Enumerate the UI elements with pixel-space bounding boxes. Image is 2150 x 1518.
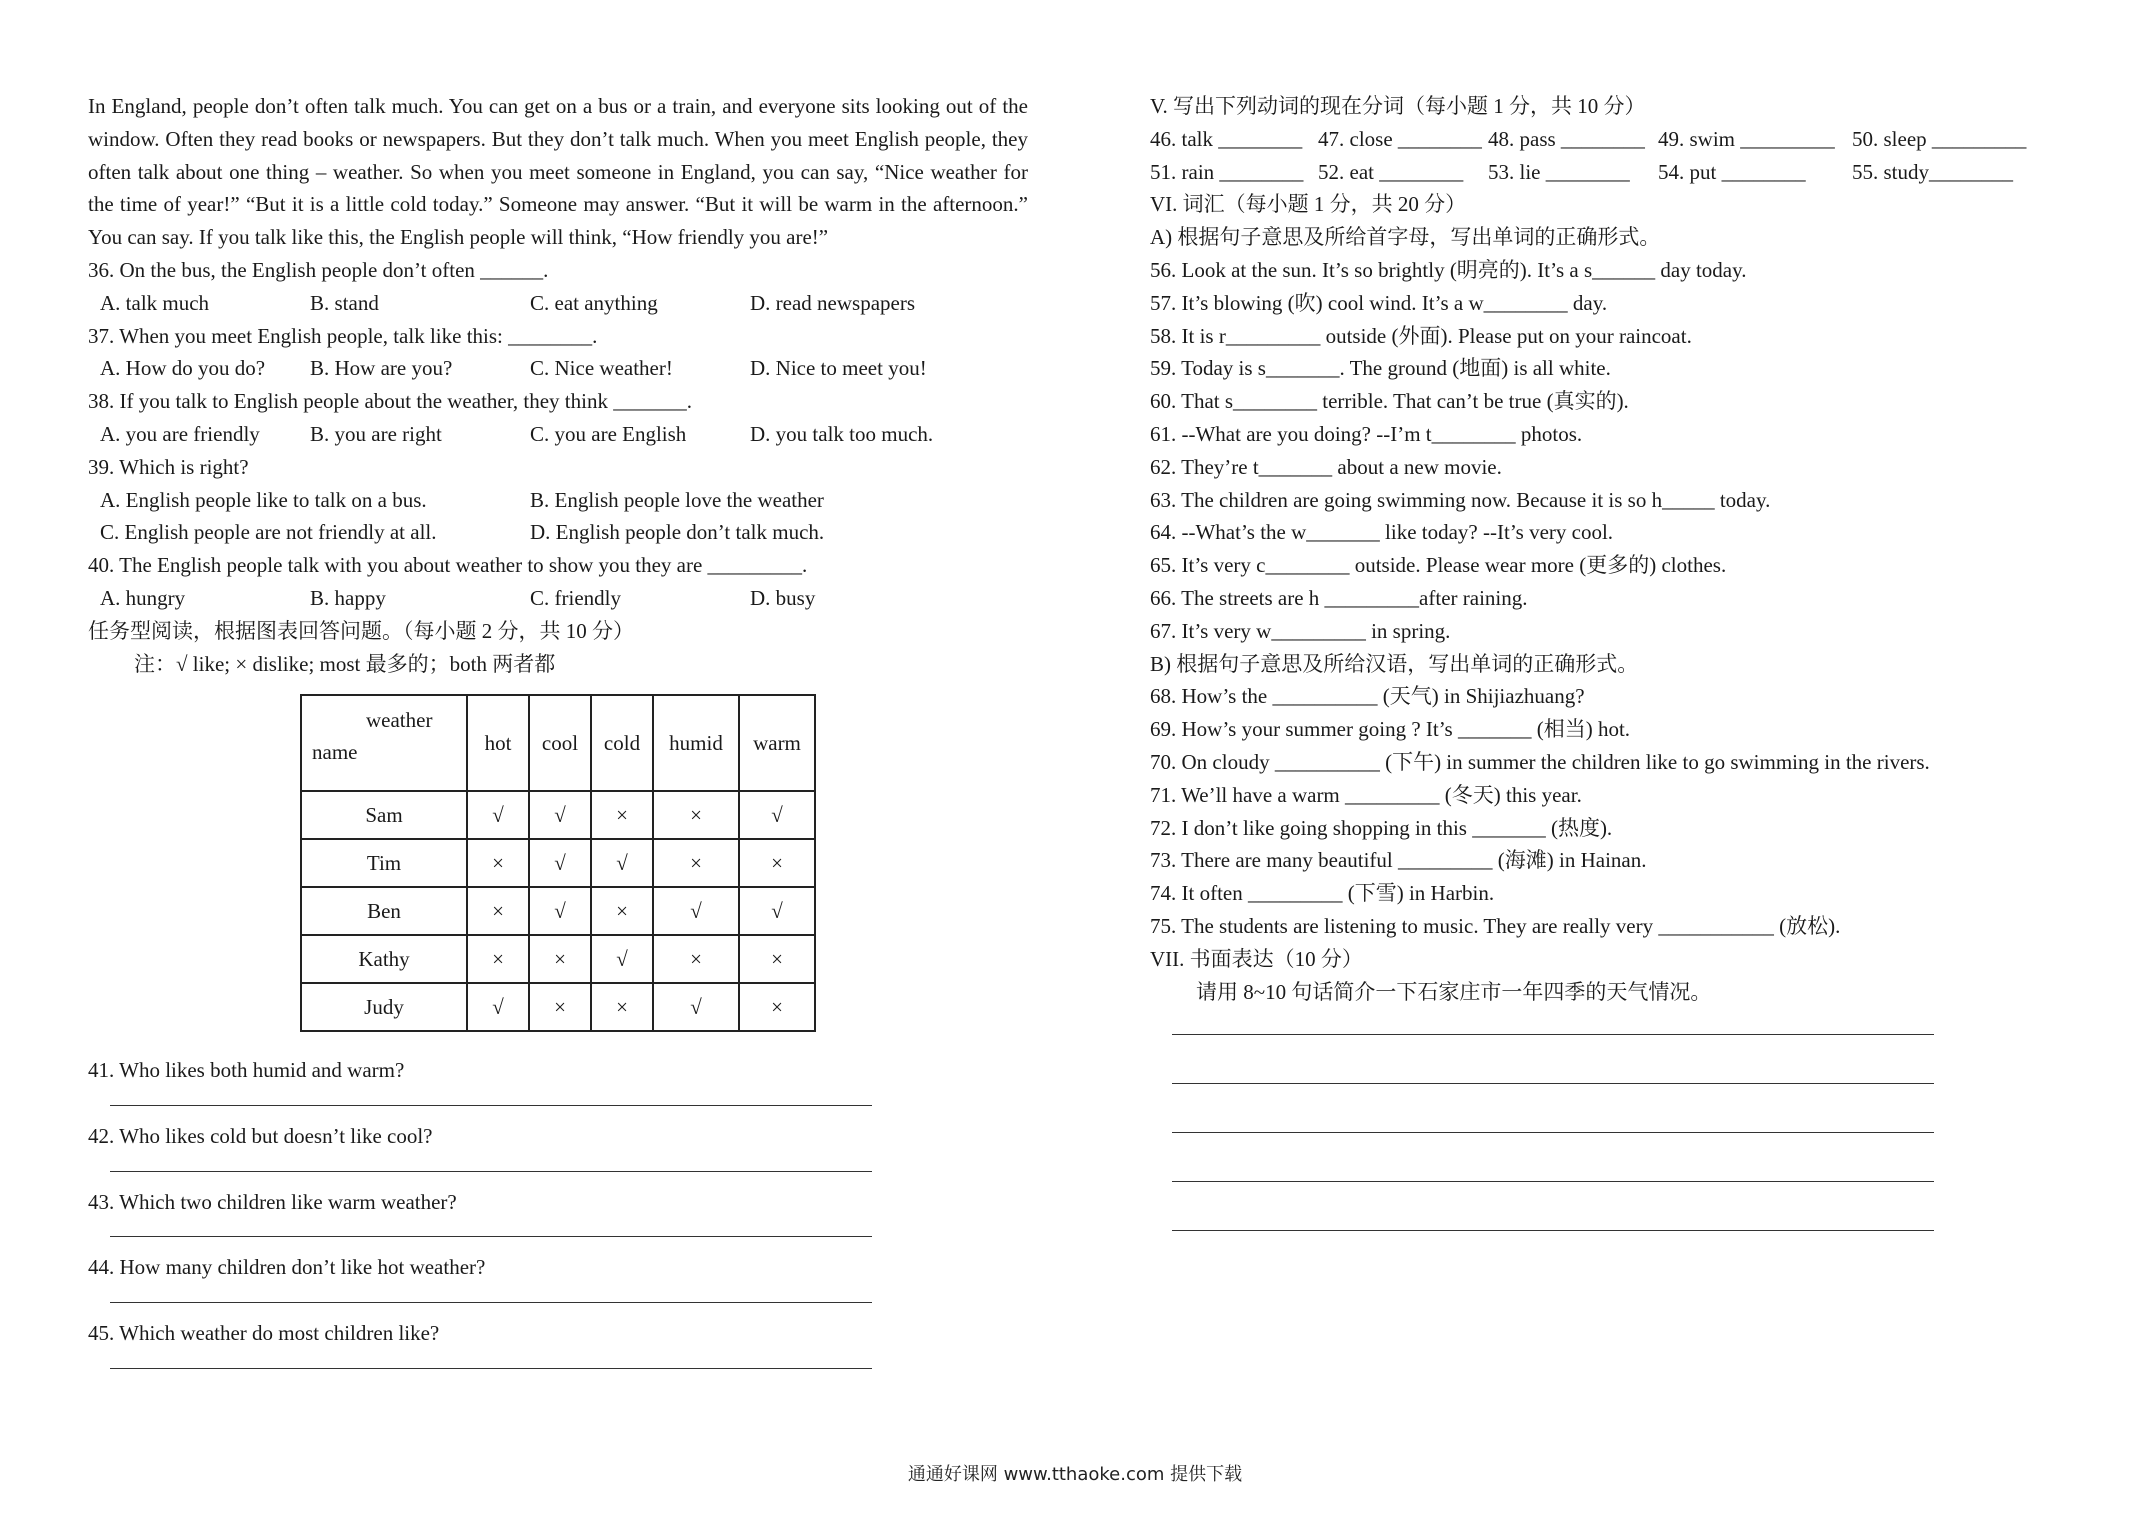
question-37-options — [88, 352, 1028, 385]
section-5-title: V. 写出下列动词的现在分词（每小题 1 分，共 10 分） — [1150, 94, 1646, 118]
option: C. English people are not friendly at all. — [100, 520, 437, 545]
corner-name-label: name — [312, 740, 358, 765]
writing-line[interactable] — [1172, 1083, 1934, 1084]
question-61: 61. --What are you doing? --I’m t________ photos. — [1150, 421, 1583, 446]
left-column — [88, 90, 1028, 1382]
column-header: warm — [739, 695, 815, 791]
question-37: 37. When you meet English people, talk like this: ________. — [88, 323, 598, 348]
option: A. How do you do? — [100, 356, 266, 381]
answer-line[interactable] — [110, 1368, 872, 1369]
writing-line[interactable] — [1172, 1230, 1934, 1231]
writing-prompt: 请用 8~10 句话简介一下石家庄市一年四季的天气情况。 — [1196, 979, 1712, 1004]
section-6-title: VI. 词汇（每小题 1 分，共 20 分） — [1150, 192, 1467, 217]
verb-item: 52. eat ________ — [1318, 159, 1464, 184]
column-header: cold — [591, 695, 653, 791]
option: B. you are right — [310, 421, 442, 446]
question-39-options — [88, 484, 1028, 550]
table-cell: √ — [739, 887, 815, 935]
table-cell: √ — [653, 983, 739, 1031]
verb-item: 55. study________ — [1852, 159, 2014, 184]
table-row — [301, 935, 815, 983]
table-cell: × — [653, 839, 739, 887]
question-60: 60. That s________ terrible. That can’t be true (真实的). — [1150, 389, 1629, 414]
table-cell: √ — [591, 839, 653, 887]
question-36: 36. On the bus, the English people don’t often ______. — [88, 257, 549, 282]
table-row — [301, 791, 815, 839]
question-40-options — [88, 582, 1028, 615]
option: D. read newspapers — [750, 290, 916, 315]
question-text: 43. Which two children like warm weather? — [88, 1189, 457, 1214]
writing-area[interactable] — [1150, 1034, 2070, 1231]
answer-line[interactable] — [110, 1236, 872, 1237]
table-cell: × — [467, 887, 529, 935]
question-57: 57. It’s blowing (吹) cool wind. It’s a w________ day. — [1150, 290, 1608, 315]
table-cell: × — [591, 887, 653, 935]
verb-item: 51. rain ________ — [1150, 159, 1304, 184]
question-56: 56. Look at the sun. It’s so brightly (明亮的). It’s a s______ day today. — [1150, 257, 1747, 282]
right-column — [1150, 90, 2070, 1231]
task-reading-title: 任务型阅读，根据图表回答问题。（每小题 2 分，共 10 分） — [88, 618, 634, 643]
question-65: 65. It’s very c________ outside. Please wear more (更多的) clothes. — [1150, 553, 1727, 578]
table-cell: √ — [653, 887, 739, 935]
reading-passage: In England, people don’t often talk much. You can get on a bus or a train, and everyone sits looking out of the window. Often they read books or newspapers. But they don’t talk much. When you meet English people, they often talk about one thing – weather. So when you meet someone in England, you can say, “Nice weather for the time of year!” “But it is a little cold today.” Someone may answer. “But it will be warm in the afternoon.” You can say. If you talk like this, the English people will think, “How friendly you are!” — [88, 94, 1028, 250]
option: B. happy — [310, 585, 386, 610]
row-name: Tim — [301, 839, 467, 887]
table-row — [301, 887, 815, 935]
question-62: 62. They’re t_______ about a new movie. — [1150, 454, 1502, 479]
section-6a-instructions: A) 根据句子意思及所给首字母，写出单词的正确形式。 — [1150, 225, 1661, 250]
option: A. talk much — [100, 290, 210, 315]
answer-line[interactable] — [110, 1105, 872, 1106]
table-cell: √ — [467, 791, 529, 839]
table-row — [301, 839, 815, 887]
option: C. Nice weather! — [530, 356, 673, 381]
option: B. How are you? — [310, 356, 453, 381]
question-75: 75. The students are listening to music. They are really very ___________ (放松). — [1150, 913, 1841, 938]
table-cell: √ — [529, 839, 591, 887]
section-6b-instructions: B) 根据句子意思及所给汉语，写出单词的正确形式。 — [1150, 651, 1639, 676]
table-cell: × — [739, 983, 815, 1031]
question-59: 59. Today is s_______. The ground (地面) is all white. — [1150, 356, 1611, 381]
option: C. friendly — [530, 585, 621, 610]
table-cell: × — [591, 791, 653, 839]
question-70: 70. On cloudy __________ (下午) in summer the children like to go swimming in the rivers. — [1150, 749, 1930, 774]
row-name: Sam — [301, 791, 467, 839]
table-cell: × — [467, 839, 529, 887]
verb-item: 49. swim _________ — [1658, 126, 1835, 151]
question-42 — [88, 1120, 1028, 1186]
table-cell: × — [739, 839, 815, 887]
row-name: Ben — [301, 887, 467, 935]
table-cell: √ — [529, 791, 591, 839]
table-header-row — [301, 695, 815, 791]
option: C. you are English — [530, 421, 687, 446]
question-40: 40. The English people talk with you about weather to show you they are _________. — [88, 553, 808, 578]
writing-line[interactable] — [1172, 1132, 1934, 1133]
task-reading-note: 注：√ like; × dislike; most 最多的；both 两者都 — [134, 651, 556, 676]
question-63: 63. The children are going swimming now. Because it is so h_____ today. — [1150, 487, 1771, 512]
option: B. English people love the weather — [530, 487, 824, 512]
short-answer-questions — [88, 1054, 1028, 1382]
question-74: 74. It often _________ (下雪) in Harbin. — [1150, 881, 1495, 906]
column-header: hot — [467, 695, 529, 791]
question-69: 69. How’s your summer going ? It’s _______ (相当) hot. — [1150, 717, 1631, 742]
column-header: humid — [653, 695, 739, 791]
table-cell: × — [653, 935, 739, 983]
verb-item: 50. sleep _________ — [1852, 126, 2027, 151]
verb-item: 53. lie ________ — [1488, 159, 1630, 184]
column-header: cool — [529, 695, 591, 791]
option: A. hungry — [100, 585, 186, 610]
table-cell: × — [529, 983, 591, 1031]
table-cell: √ — [529, 887, 591, 935]
verb-item: 48. pass ________ — [1488, 126, 1645, 151]
question-text: 42. Who likes cold but doesn’t like cool? — [88, 1123, 433, 1148]
option: D. English people don’t talk much. — [530, 520, 825, 545]
question-72: 72. I don’t like going shopping in this _______ (热度). — [1150, 815, 1613, 840]
page-footer: 通通好课网 www.tthaoke.com 提供下载 — [907, 1464, 1243, 1485]
writing-line[interactable] — [1172, 1034, 1934, 1035]
table-cell: × — [529, 935, 591, 983]
table-row — [301, 983, 815, 1031]
question-45 — [88, 1317, 1028, 1383]
row-name: Judy — [301, 983, 467, 1031]
table-cell: × — [591, 983, 653, 1031]
table-corner-cell — [301, 695, 467, 791]
option: D. you talk too much. — [750, 421, 934, 446]
question-38-options — [88, 418, 1028, 451]
question-64: 64. --What’s the w_______ like today? --It’s very cool. — [1150, 520, 1614, 545]
table-cell: √ — [467, 983, 529, 1031]
row-name: Kathy — [301, 935, 467, 983]
section-5-row-1 — [1150, 123, 2070, 156]
question-41 — [88, 1054, 1028, 1120]
weather-preference-table — [300, 694, 816, 1032]
question-58: 58. It is r_________ outside (外面). Please put on your raincoat. — [1150, 323, 1692, 348]
section-7-title: VII. 书面表达（10 分） — [1150, 946, 1363, 971]
question-text: 45. Which weather do most children like? — [88, 1320, 440, 1345]
question-36-options — [88, 287, 1028, 320]
question-39: 39. Which is right? — [88, 454, 249, 479]
writing-line[interactable] — [1172, 1181, 1934, 1182]
question-73: 73. There are many beautiful _________ (海滩) in Hainan. — [1150, 848, 1647, 873]
question-text: 41. Who likes both humid and warm? — [88, 1058, 405, 1083]
option: A. English people like to talk on a bus. — [100, 487, 427, 512]
question-67: 67. It’s very w_________ in spring. — [1150, 618, 1451, 643]
verb-item: 47. close ________ — [1318, 126, 1482, 151]
answer-line[interactable] — [110, 1302, 872, 1303]
question-44 — [88, 1251, 1028, 1317]
option: D. Nice to meet you! — [750, 356, 927, 381]
table-cell: √ — [591, 935, 653, 983]
question-text: 44. How many children don’t like hot weather? — [88, 1255, 486, 1280]
question-38: 38. If you talk to English people about the weather, they think _______. — [88, 389, 692, 414]
question-68: 68. How’s the __________ (天气) in Shijiazhuang? — [1150, 684, 1585, 709]
option: A. you are friendly — [100, 421, 260, 446]
verb-item: 46. talk ________ — [1150, 126, 1303, 151]
table-cell: √ — [739, 791, 815, 839]
verb-item: 54. put ________ — [1658, 159, 1806, 184]
question-43 — [88, 1186, 1028, 1252]
table-cell: × — [653, 791, 739, 839]
option: C. eat anything — [530, 290, 658, 315]
question-66: 66. The streets are h _________after raining. — [1150, 585, 1528, 610]
section-5-row-2 — [1150, 156, 2070, 189]
option: D. busy — [750, 585, 816, 610]
option: B. stand — [310, 290, 379, 315]
corner-weather-label: weather — [366, 708, 433, 733]
question-71: 71. We’ll have a warm _________ (冬天) this year. — [1150, 782, 1582, 807]
table-cell: × — [467, 935, 529, 983]
answer-line[interactable] — [110, 1171, 872, 1172]
table-cell: × — [739, 935, 815, 983]
